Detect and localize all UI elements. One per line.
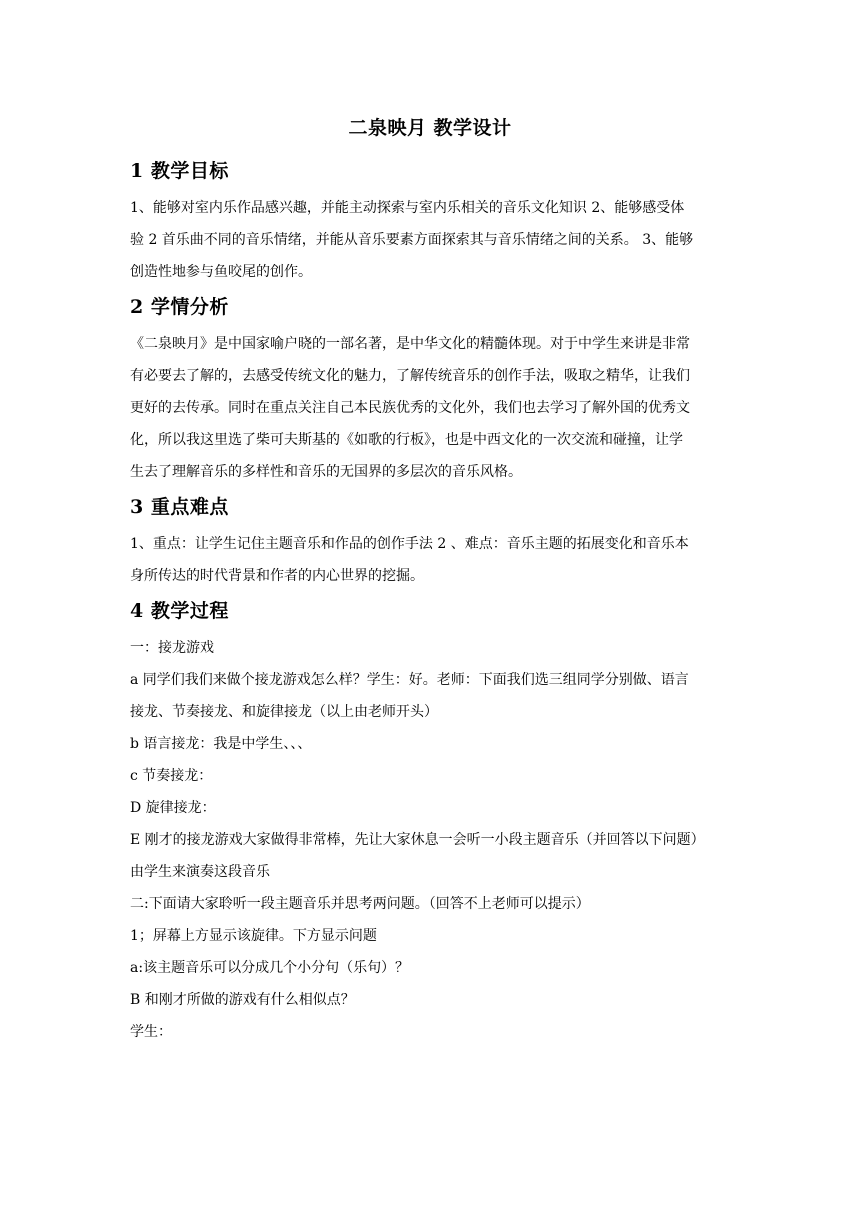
text-line: 身所传达的时代背景和作者的内心世界的挖掘。 bbox=[130, 568, 424, 584]
text-line: 学生： bbox=[130, 1024, 172, 1040]
section-heading: 2 学情分析 bbox=[130, 296, 229, 318]
paragraph bbox=[130, 328, 730, 488]
section-heading: 1 教学目标 bbox=[130, 160, 229, 182]
text-line: c 节奏接龙： bbox=[130, 768, 213, 784]
text-line: 接龙、节奏接龙、和旋律接龙（以上由老师开头） bbox=[130, 704, 438, 720]
text-line: 验 2 首乐曲不同的音乐情绪，并能从音乐要素方面探索其与音乐情绪之间的关系。 3、能够 bbox=[130, 232, 694, 248]
paragraph bbox=[130, 528, 730, 592]
text-line: 有必要去了解的，去感受传统文化的魅力，了解传统音乐的创作手法，吸取之精华，让我们 bbox=[130, 368, 690, 384]
section-teaching-objectives bbox=[130, 158, 730, 288]
section-key-difficulties bbox=[130, 494, 730, 592]
text-line: 生去了理解音乐的多样性和音乐的无国界的多层次的音乐风格。 bbox=[130, 464, 522, 480]
text-line: 1；屏幕上方显示该旋律。下方显示问题 bbox=[130, 928, 377, 944]
section-heading: 4 教学过程 bbox=[130, 600, 229, 622]
text-line: a:该主题音乐可以分成几个小分句（乐句）？ bbox=[130, 960, 410, 976]
text-line: 一：接龙游戏 bbox=[130, 640, 214, 656]
text-line: 《二泉映月》是中国家喻户晓的一部名著，是中华文化的精髓体现。对于中学生来讲是非常 bbox=[130, 336, 690, 352]
text-line: B 和刚才所做的游戏有什么相似点？ bbox=[130, 992, 355, 1008]
text-line: 更好的去传承。同时在重点关注自己本民族优秀的文化外，我们也去学习了解外国的优秀文 bbox=[130, 400, 690, 416]
text-line: 1、重点：让学生记住主题音乐和作品的创作手法 2 、难点：音乐主题的拓展变化和音乐本 bbox=[130, 536, 689, 552]
text-line: 二:下面请大家聆听一段主题音乐并思考两问题。（回答不上老师可以提示） bbox=[130, 896, 590, 912]
text-line: 1、能够对室内乐作品感兴趣，并能主动探索与室内乐相关的音乐文化知识 2、能够感受体 bbox=[130, 200, 685, 216]
text-line: 由学生来演奏这段音乐 bbox=[130, 864, 270, 880]
text-line: E 刚才的接龙游戏大家做得非常棒，先让大家休息一会听一小段主题音乐（并回答以下问题） bbox=[130, 832, 705, 848]
section-teaching-process bbox=[130, 598, 730, 1048]
text-line: b 语言接龙：我是中学生、、、 bbox=[130, 736, 312, 752]
document-title: 二泉映月 教学设计 bbox=[348, 117, 512, 139]
paragraph bbox=[130, 632, 730, 1048]
text-line: 化，所以我这里选了柴可夫斯基的《如歌的行板》，也是中西文化的一次交流和碰撞，让学 bbox=[130, 432, 683, 448]
paragraph bbox=[130, 192, 730, 288]
text-line: D 旋律接龙： bbox=[130, 800, 216, 816]
section-learner-analysis bbox=[130, 294, 730, 488]
section-heading: 3 重点难点 bbox=[130, 496, 229, 518]
text-line: a 同学们我们来做个接龙游戏怎么样？学生：好。老师：下面我们选三组同学分别做、语言 bbox=[130, 672, 689, 688]
text-line: 创造性地参与鱼咬尾的创作。 bbox=[130, 264, 312, 280]
document-body bbox=[130, 158, 730, 1048]
